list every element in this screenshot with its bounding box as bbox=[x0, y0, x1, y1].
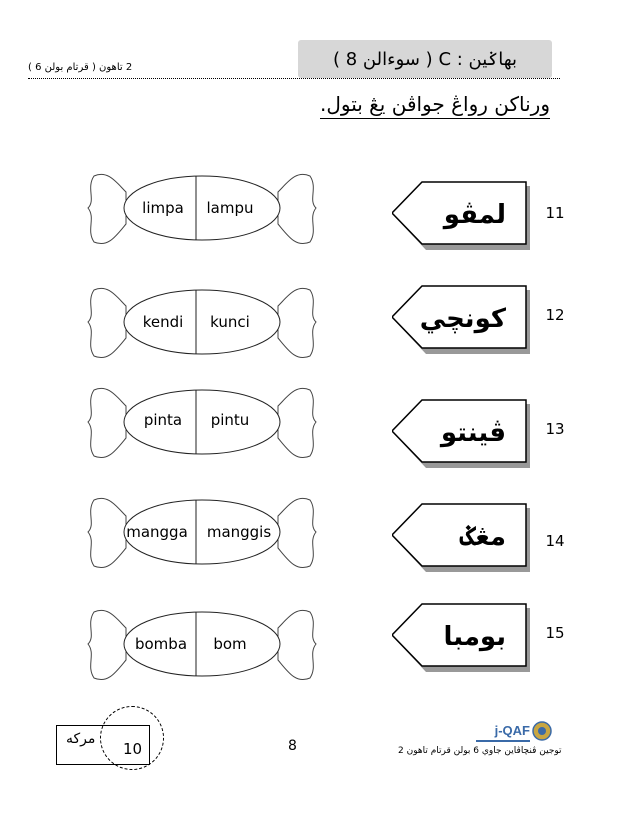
jawi-word: ڤينتو bbox=[440, 418, 506, 448]
score-max: 10 bbox=[123, 740, 143, 758]
score-label: مرکه bbox=[66, 731, 96, 747]
jqaf-logo bbox=[474, 720, 552, 744]
jawi-tag-14 bbox=[392, 500, 530, 574]
question-number: 14 bbox=[545, 532, 565, 550]
jqaf-logo-text: j-QAF bbox=[494, 723, 530, 738]
jawi-word: لمڤو bbox=[443, 200, 506, 230]
jqaf-logo-icon bbox=[474, 720, 552, 744]
jawi-word: بومبا bbox=[443, 622, 506, 652]
jawi-tag-11 bbox=[392, 178, 530, 252]
candy-right-word: pintu bbox=[210, 411, 250, 429]
section-label: بهاݢين : C ( سوءالن 8 ) bbox=[333, 48, 517, 70]
candy-answer-11[interactable] bbox=[86, 162, 318, 254]
candy-answer-14[interactable] bbox=[86, 486, 318, 578]
candy-left-word: limpa bbox=[142, 199, 184, 217]
candy-left-word: bomba bbox=[134, 635, 188, 653]
candy-right-word: lampu bbox=[206, 199, 254, 217]
section-label-box bbox=[298, 40, 552, 78]
candy-left-word: kendi bbox=[142, 313, 184, 331]
candy-answer-15[interactable] bbox=[86, 598, 318, 690]
score-circle bbox=[100, 706, 164, 770]
footer-caption: توجين ڤنچاڤاين جاوي 6 بولن قرتام تاهون 2 bbox=[398, 746, 562, 756]
question-number: 15 bbox=[545, 624, 565, 642]
header-divider bbox=[28, 78, 560, 79]
jawi-word: مڠݢ bbox=[459, 522, 506, 552]
candy-right-word: manggis bbox=[206, 523, 272, 541]
question-number: 13 bbox=[545, 420, 565, 438]
jawi-tag-15 bbox=[392, 600, 530, 674]
question-number: 12 bbox=[545, 306, 565, 324]
page-number: 8 bbox=[288, 738, 297, 754]
candy-answer-13[interactable] bbox=[86, 376, 318, 468]
candy-left-word: pinta bbox=[143, 411, 183, 429]
header-year-label: ( قرتام بولن 6 ) 2 تاهون bbox=[28, 62, 133, 73]
candy-left-word: mangga bbox=[126, 523, 188, 541]
question-number: 11 bbox=[545, 204, 565, 222]
jawi-word: کونچي bbox=[419, 304, 506, 334]
candy-right-word: bom bbox=[213, 635, 247, 653]
candy-answer-12[interactable] bbox=[86, 276, 318, 368]
jawi-tag-12 bbox=[392, 282, 530, 356]
instruction-text: ورناکن رواڠ جواڤن يڠ بتول. bbox=[320, 92, 550, 119]
candy-right-word: kunci bbox=[210, 313, 250, 331]
jawi-tag-13 bbox=[392, 396, 530, 470]
